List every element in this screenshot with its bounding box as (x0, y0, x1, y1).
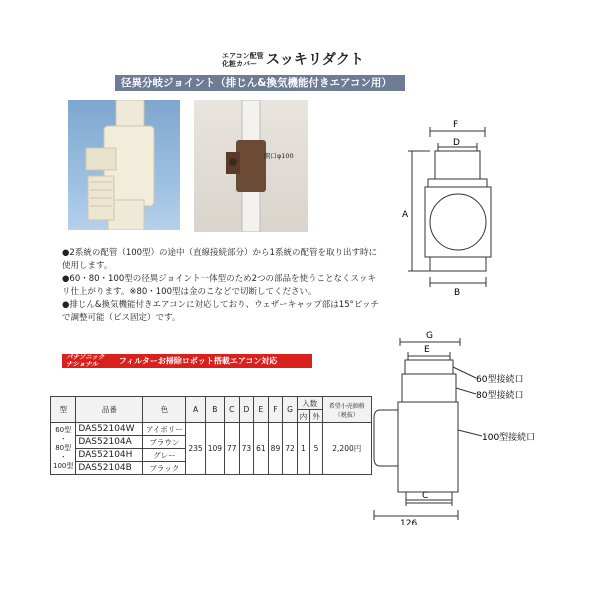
type-80: 80型 (55, 444, 72, 452)
table-row (51, 423, 372, 436)
product-color: アイボリー (143, 423, 186, 436)
callout-100: 100型接続口 (482, 433, 536, 443)
col-C: C (225, 397, 240, 423)
side-view-drawing (360, 330, 560, 525)
col-qty-out: 外 (310, 410, 323, 423)
product-color: グレー (143, 449, 186, 462)
product-subtitle: 径異分岐ジョイント（排じん&換気機能付きエアコン用） (115, 75, 405, 91)
col-qty: 入数 (297, 397, 322, 410)
brand-line2: 化粧カバー (222, 60, 257, 68)
type-cell (51, 423, 76, 475)
price: 2,200円 (322, 423, 371, 475)
brand-name: スッキリダクト (266, 52, 364, 68)
product-code: DAS52104H (76, 449, 143, 462)
col-code: 品番 (76, 397, 143, 423)
dim-D: 73 (239, 423, 254, 475)
product-photo (68, 100, 180, 230)
dim-C: 77 (225, 423, 240, 475)
col-price (322, 397, 371, 423)
col-color: 色 (143, 397, 186, 423)
product-header (222, 52, 372, 70)
product-code: DAS52104B (76, 462, 143, 475)
product-photo-illustration (68, 100, 180, 230)
dim-label-126: 126 (400, 519, 418, 525)
dim-label-B: B (454, 288, 461, 298)
dim-label-A: A (402, 210, 409, 220)
dim-label-D: D (453, 138, 460, 148)
col-D: D (239, 397, 254, 423)
callout-60: 60型接続口 (476, 375, 524, 385)
dim-E: 61 (254, 423, 269, 475)
front-view-drawing (400, 115, 510, 300)
dim-G: 72 (283, 423, 298, 475)
product-code: DAS52104W (76, 423, 143, 436)
qty-in: 1 (297, 423, 310, 475)
col-G: G (283, 397, 298, 423)
col-A: A (186, 397, 205, 423)
opening-label: 開口φ100 (264, 152, 294, 160)
banner-brand: パナソニック ナショナル (66, 354, 105, 368)
installation-photo-illustration (194, 100, 308, 232)
compatibility-banner (62, 354, 312, 368)
installation-photo (194, 100, 308, 232)
dim-F: 89 (268, 423, 283, 475)
dim-label-F: F (453, 120, 459, 130)
dim-label-C: C (422, 491, 429, 501)
qty-out: 5 (310, 423, 323, 475)
col-qty-in: 内 (297, 410, 310, 423)
type-100: 100型 (53, 462, 74, 470)
banner-text: フィルターお掃除ロボット搭載エアコン対応 (118, 356, 278, 366)
brand-line1: エアコン配管 (222, 52, 264, 60)
col-price-note: （税抜） (334, 411, 359, 419)
col-B: B (205, 397, 224, 423)
dim-B: 109 (205, 423, 224, 475)
spec-table (50, 396, 372, 475)
dim-label-G: G (426, 331, 433, 341)
note-item: ●2系統の配管（100型）の途中（直線接続部分）から1系統の配管を取り出す時に使用します。 (62, 248, 377, 271)
note-item: ●排じん&換気機能付きエアコンに対応しており、ウェザーキャップ部は15°ピッチで調整可能（ビス固定）です。 (62, 300, 380, 323)
col-E: E (254, 397, 269, 423)
type-60: 60型 (55, 426, 72, 434)
type-sep: ・ (59, 453, 67, 461)
callout-80: 80型接続口 (476, 391, 524, 401)
brand-category (222, 52, 264, 68)
feature-notes (62, 247, 382, 325)
dim-label-E: E (424, 345, 430, 355)
dim-A: 235 (186, 423, 205, 475)
product-color: ブラウン (143, 436, 186, 449)
col-F: F (268, 397, 283, 423)
col-type: 型 (51, 397, 76, 423)
product-code: DAS52104A (76, 436, 143, 449)
product-color: ブラック (143, 462, 186, 475)
col-price-label: 希望小売価格 (328, 402, 365, 410)
type-sep: ・ (59, 435, 67, 443)
note-item: ●60・80・100型の径異ジョイント一体型のため2つの部品を使うことなくスッキリ仕上がります。※80・100型は金のこなどで切断してください。 (62, 274, 376, 297)
